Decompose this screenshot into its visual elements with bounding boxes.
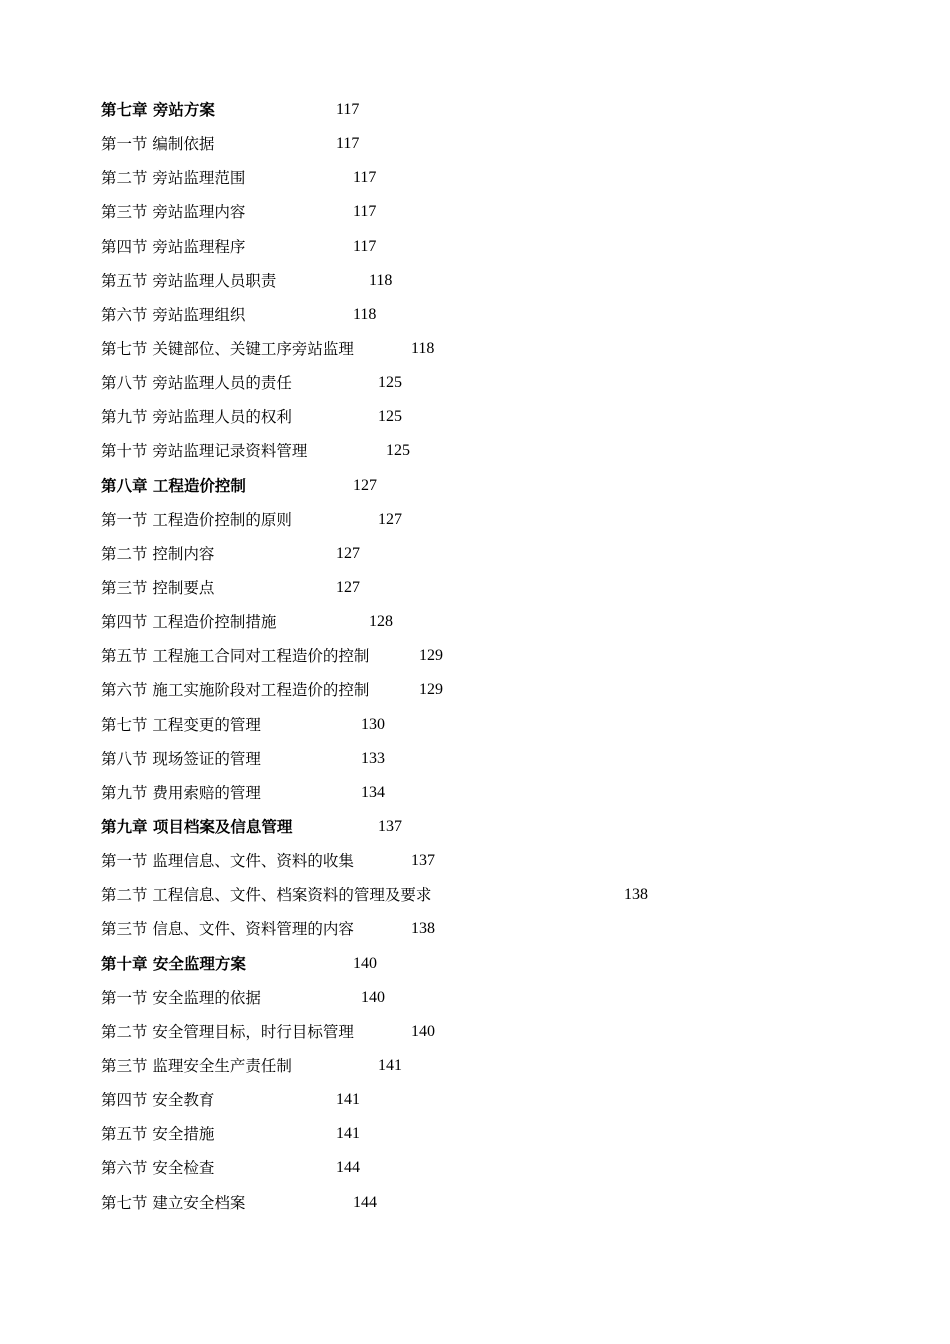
toc-page-number: 125	[378, 408, 402, 426]
toc-entry-title: 第八章 工程造价控制	[101, 475, 246, 495]
toc-entry-title: 第三节 信息、文件、资料管理的内容	[101, 920, 354, 939]
toc-entry-title: 第三节 控制要点	[101, 578, 215, 597]
table-of-contents	[101, 93, 881, 1220]
toc-entry-title: 第七节 建立安全档案	[101, 1193, 246, 1212]
toc-entry-title: 第六节 安全检查	[101, 1159, 215, 1178]
toc-entry-section[interactable]	[101, 503, 881, 537]
toc-entry-section[interactable]	[101, 195, 881, 229]
toc-page-number: 144	[336, 1159, 360, 1177]
toc-entry-section[interactable]	[101, 298, 881, 332]
toc-entry-section[interactable]	[101, 708, 881, 742]
toc-entry-chapter[interactable]	[101, 93, 881, 127]
toc-page-number: 125	[386, 442, 410, 460]
toc-entry-section[interactable]	[101, 434, 881, 468]
toc-entry-section[interactable]	[101, 776, 881, 810]
toc-entry-chapter[interactable]	[101, 810, 881, 844]
toc-entry-section[interactable]	[101, 161, 881, 195]
toc-entry-section[interactable]	[101, 673, 881, 707]
toc-entry-title: 第三节 监理安全生产责任制	[101, 1056, 292, 1075]
toc-page-number: 125	[378, 374, 402, 392]
toc-page-number: 117	[336, 101, 360, 118]
toc-entry-title: 第二节 工程信息、文件、档案资料的管理及要求	[101, 886, 432, 905]
toc-entry-title: 第六节 施工实施阶段对工程造价的控制	[101, 681, 370, 700]
toc-page-number: 118	[411, 339, 435, 357]
toc-entry-title: 第一节 工程造价控制的原则	[101, 510, 292, 529]
toc-entry-section[interactable]	[101, 127, 881, 161]
toc-page-number: 118	[369, 271, 393, 289]
toc-entry-section[interactable]	[101, 1049, 881, 1083]
toc-page-number: 138	[624, 886, 648, 904]
toc-entry-title: 第二节 安全管理目标，时行目标管理	[101, 1022, 354, 1041]
toc-page-number: 117	[336, 135, 360, 153]
toc-entry-section[interactable]	[101, 1015, 881, 1049]
toc-entry-title: 第四节 安全教育	[101, 1091, 215, 1110]
toc-page-number: 127	[378, 510, 402, 528]
toc-page-number: 127	[336, 578, 360, 596]
toc-entry-title: 第四节 旁站监理程序	[101, 237, 246, 256]
toc-entry-section[interactable]	[101, 230, 881, 264]
toc-page-number: 117	[353, 169, 377, 187]
toc-page-number: 140	[361, 988, 385, 1006]
toc-entry-title: 第八节 现场签证的管理	[101, 749, 261, 768]
toc-page-number: 133	[361, 749, 385, 767]
toc-entry-section[interactable]	[101, 912, 881, 946]
toc-entry-title: 第二节 旁站监理范围	[101, 169, 246, 188]
toc-entry-section[interactable]	[101, 537, 881, 571]
toc-entry-title: 第五节 工程施工合同对工程造价的控制	[101, 647, 370, 666]
toc-page-number: 127	[336, 544, 360, 562]
toc-page-number: 117	[353, 237, 377, 255]
toc-page-number: 130	[361, 715, 385, 733]
toc-entry-section[interactable]	[101, 1083, 881, 1117]
toc-page-number: 141	[336, 1125, 360, 1143]
toc-entry-title: 第七节 工程变更的管理	[101, 715, 261, 734]
toc-entry-title: 第三节 旁站监理内容	[101, 203, 246, 222]
toc-entry-title: 第十节 旁站监理记录资料管理	[101, 442, 308, 461]
toc-page-number: 141	[336, 1091, 360, 1109]
toc-entry-section[interactable]	[101, 366, 881, 400]
toc-entry-section[interactable]	[101, 264, 881, 298]
toc-page-number: 129	[419, 647, 443, 665]
toc-entry-section[interactable]	[101, 400, 881, 434]
toc-entry-section[interactable]	[101, 1117, 881, 1151]
toc-page-number: 127	[353, 476, 377, 494]
toc-page-number: 117	[353, 203, 377, 221]
toc-page-number: 140	[353, 954, 377, 972]
toc-page-number: 134	[361, 783, 385, 801]
toc-entry-title: 第九节 旁站监理人员的权利	[101, 408, 292, 427]
toc-entry-section[interactable]	[101, 571, 881, 605]
toc-entry-title: 第一节 安全监理的依据	[101, 988, 261, 1007]
toc-entry-title: 第九节 费用索赔的管理	[101, 783, 261, 802]
toc-entry-title: 第十章 安全监理方案	[101, 953, 246, 973]
toc-entry-chapter[interactable]	[101, 947, 881, 981]
toc-entry-title: 第七节 关键部位、关键工序旁站监理	[101, 339, 354, 358]
toc-entry-title: 第一节 编制依据	[101, 135, 215, 154]
toc-page-number: 138	[411, 920, 435, 938]
toc-entry-section[interactable]	[101, 981, 881, 1015]
toc-page-number: 137	[378, 817, 402, 835]
toc-page-number: 118	[353, 305, 377, 323]
toc-page-number: 129	[419, 681, 443, 699]
toc-entry-section[interactable]	[101, 1186, 881, 1220]
toc-page-number: 140	[411, 1022, 435, 1040]
toc-entry-chapter[interactable]	[101, 469, 881, 503]
toc-entry-section[interactable]	[101, 639, 881, 673]
toc-entry-title: 第八节 旁站监理人员的责任	[101, 374, 292, 393]
toc-entry-title: 第七章 旁站方案	[101, 100, 215, 119]
toc-entry-title: 第五节 旁站监理人员职责	[101, 271, 277, 290]
toc-entry-title: 第六节 旁站监理组织	[101, 305, 246, 324]
toc-entry-title: 第一节 监理信息、文件、资料的收集	[101, 852, 354, 871]
toc-page-number: 144	[353, 1193, 377, 1211]
toc-entry-section[interactable]	[101, 605, 881, 639]
toc-page-number: 137	[411, 852, 435, 870]
toc-entry-section[interactable]	[101, 878, 881, 912]
toc-entry-title: 第五节 安全措施	[101, 1125, 215, 1144]
toc-page-number: 128	[369, 613, 393, 631]
toc-entry-section[interactable]	[101, 332, 881, 366]
toc-entry-section[interactable]	[101, 742, 881, 776]
toc-page-number: 141	[378, 1056, 402, 1074]
toc-entry-section[interactable]	[101, 844, 881, 878]
toc-entry-title: 第四节 工程造价控制措施	[101, 613, 277, 632]
toc-entry-title: 第九章 项目档案及信息管理	[101, 816, 293, 836]
toc-entry-title: 第二节 控制内容	[101, 544, 215, 563]
toc-entry-section[interactable]	[101, 1151, 881, 1185]
